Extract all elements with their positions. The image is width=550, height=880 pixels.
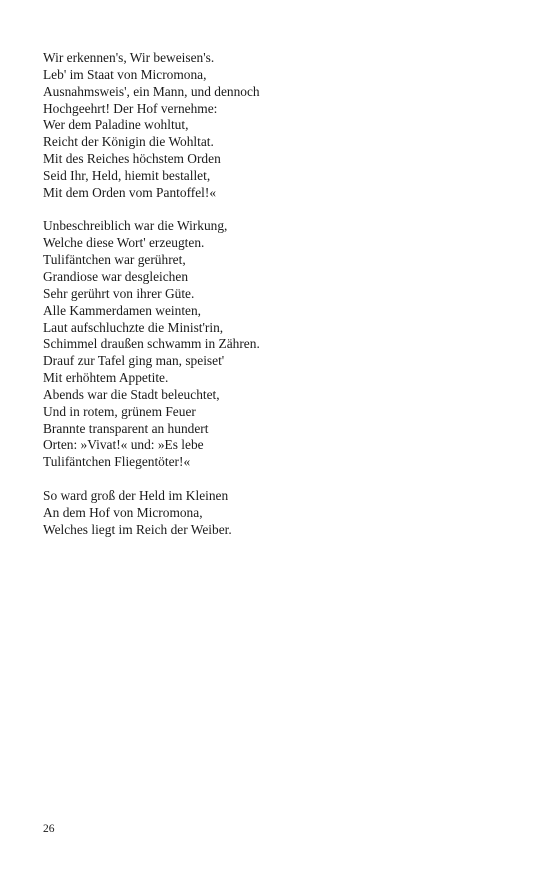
poem-line: Alle Kammerdamen weinten, [43,302,202,318]
poem-line: Ausnahmsweis', ein Mann, und dennoch [43,83,260,99]
poem-text [43,50,513,555]
poem-line: Wir erkennen's, Wir beweisen's. [43,50,215,65]
poem-line: Tulifäntchen war gerühret, [43,252,186,268]
poem-line: Drauf zur Tafel ging man, speiset' [43,353,225,369]
poem-line: Laut aufschluchzte die Minist'rin, [43,319,224,335]
poem-line: Reicht der Königin die Wohltat. [43,134,214,150]
poem-line: Welches liegt im Reich der Weiber. [43,521,232,537]
poem-line: Unbeschreiblich war die Wirkung, [43,218,228,234]
poem-line: Schimmel draußen schwamm in Zähren. [43,336,260,352]
page-number: 26 [43,823,55,835]
poem-line: Seid Ihr, Held, hiemit bestallet, [43,167,211,183]
poem-line: Welche diese Wort' erzeugten. [43,235,205,251]
poem-line: Grandiose war desgleichen [43,269,189,285]
poem-line: Mit erhöhtem Appetite. [43,370,169,386]
poem-line: Sehr gerührt von ihrer Güte. [43,285,195,301]
poem-line: Tulifäntchen Fliegentöter!« [43,454,191,470]
poem-line: Abends war die Stadt beleuchtet, [43,386,220,402]
poem-line: Orten: »Vivat!« und: »Es lebe [43,437,204,453]
stanza-3 [43,488,513,539]
poem-line: Leb' im Staat von Micromona, [43,66,207,82]
poem-line: Hochgeehrt! Der Hof vernehme: [43,100,218,116]
poem-line: Mit dem Orden vom Pantoffel!« [43,184,217,200]
poem-line: An dem Hof von Micromona, [43,504,203,520]
poem-line: Und in rotem, grünem Feuer [43,403,196,419]
stanza-2 [43,218,513,471]
poem-line: So ward groß der Held im Kleinen [43,488,229,504]
stanza-1 [43,50,513,202]
poem-line: Mit des Reiches höchstem Orden [43,151,221,167]
poem-line: Wer dem Paladine wohltut, [43,117,189,133]
poem-line: Brannte transparent an hundert [43,420,209,436]
